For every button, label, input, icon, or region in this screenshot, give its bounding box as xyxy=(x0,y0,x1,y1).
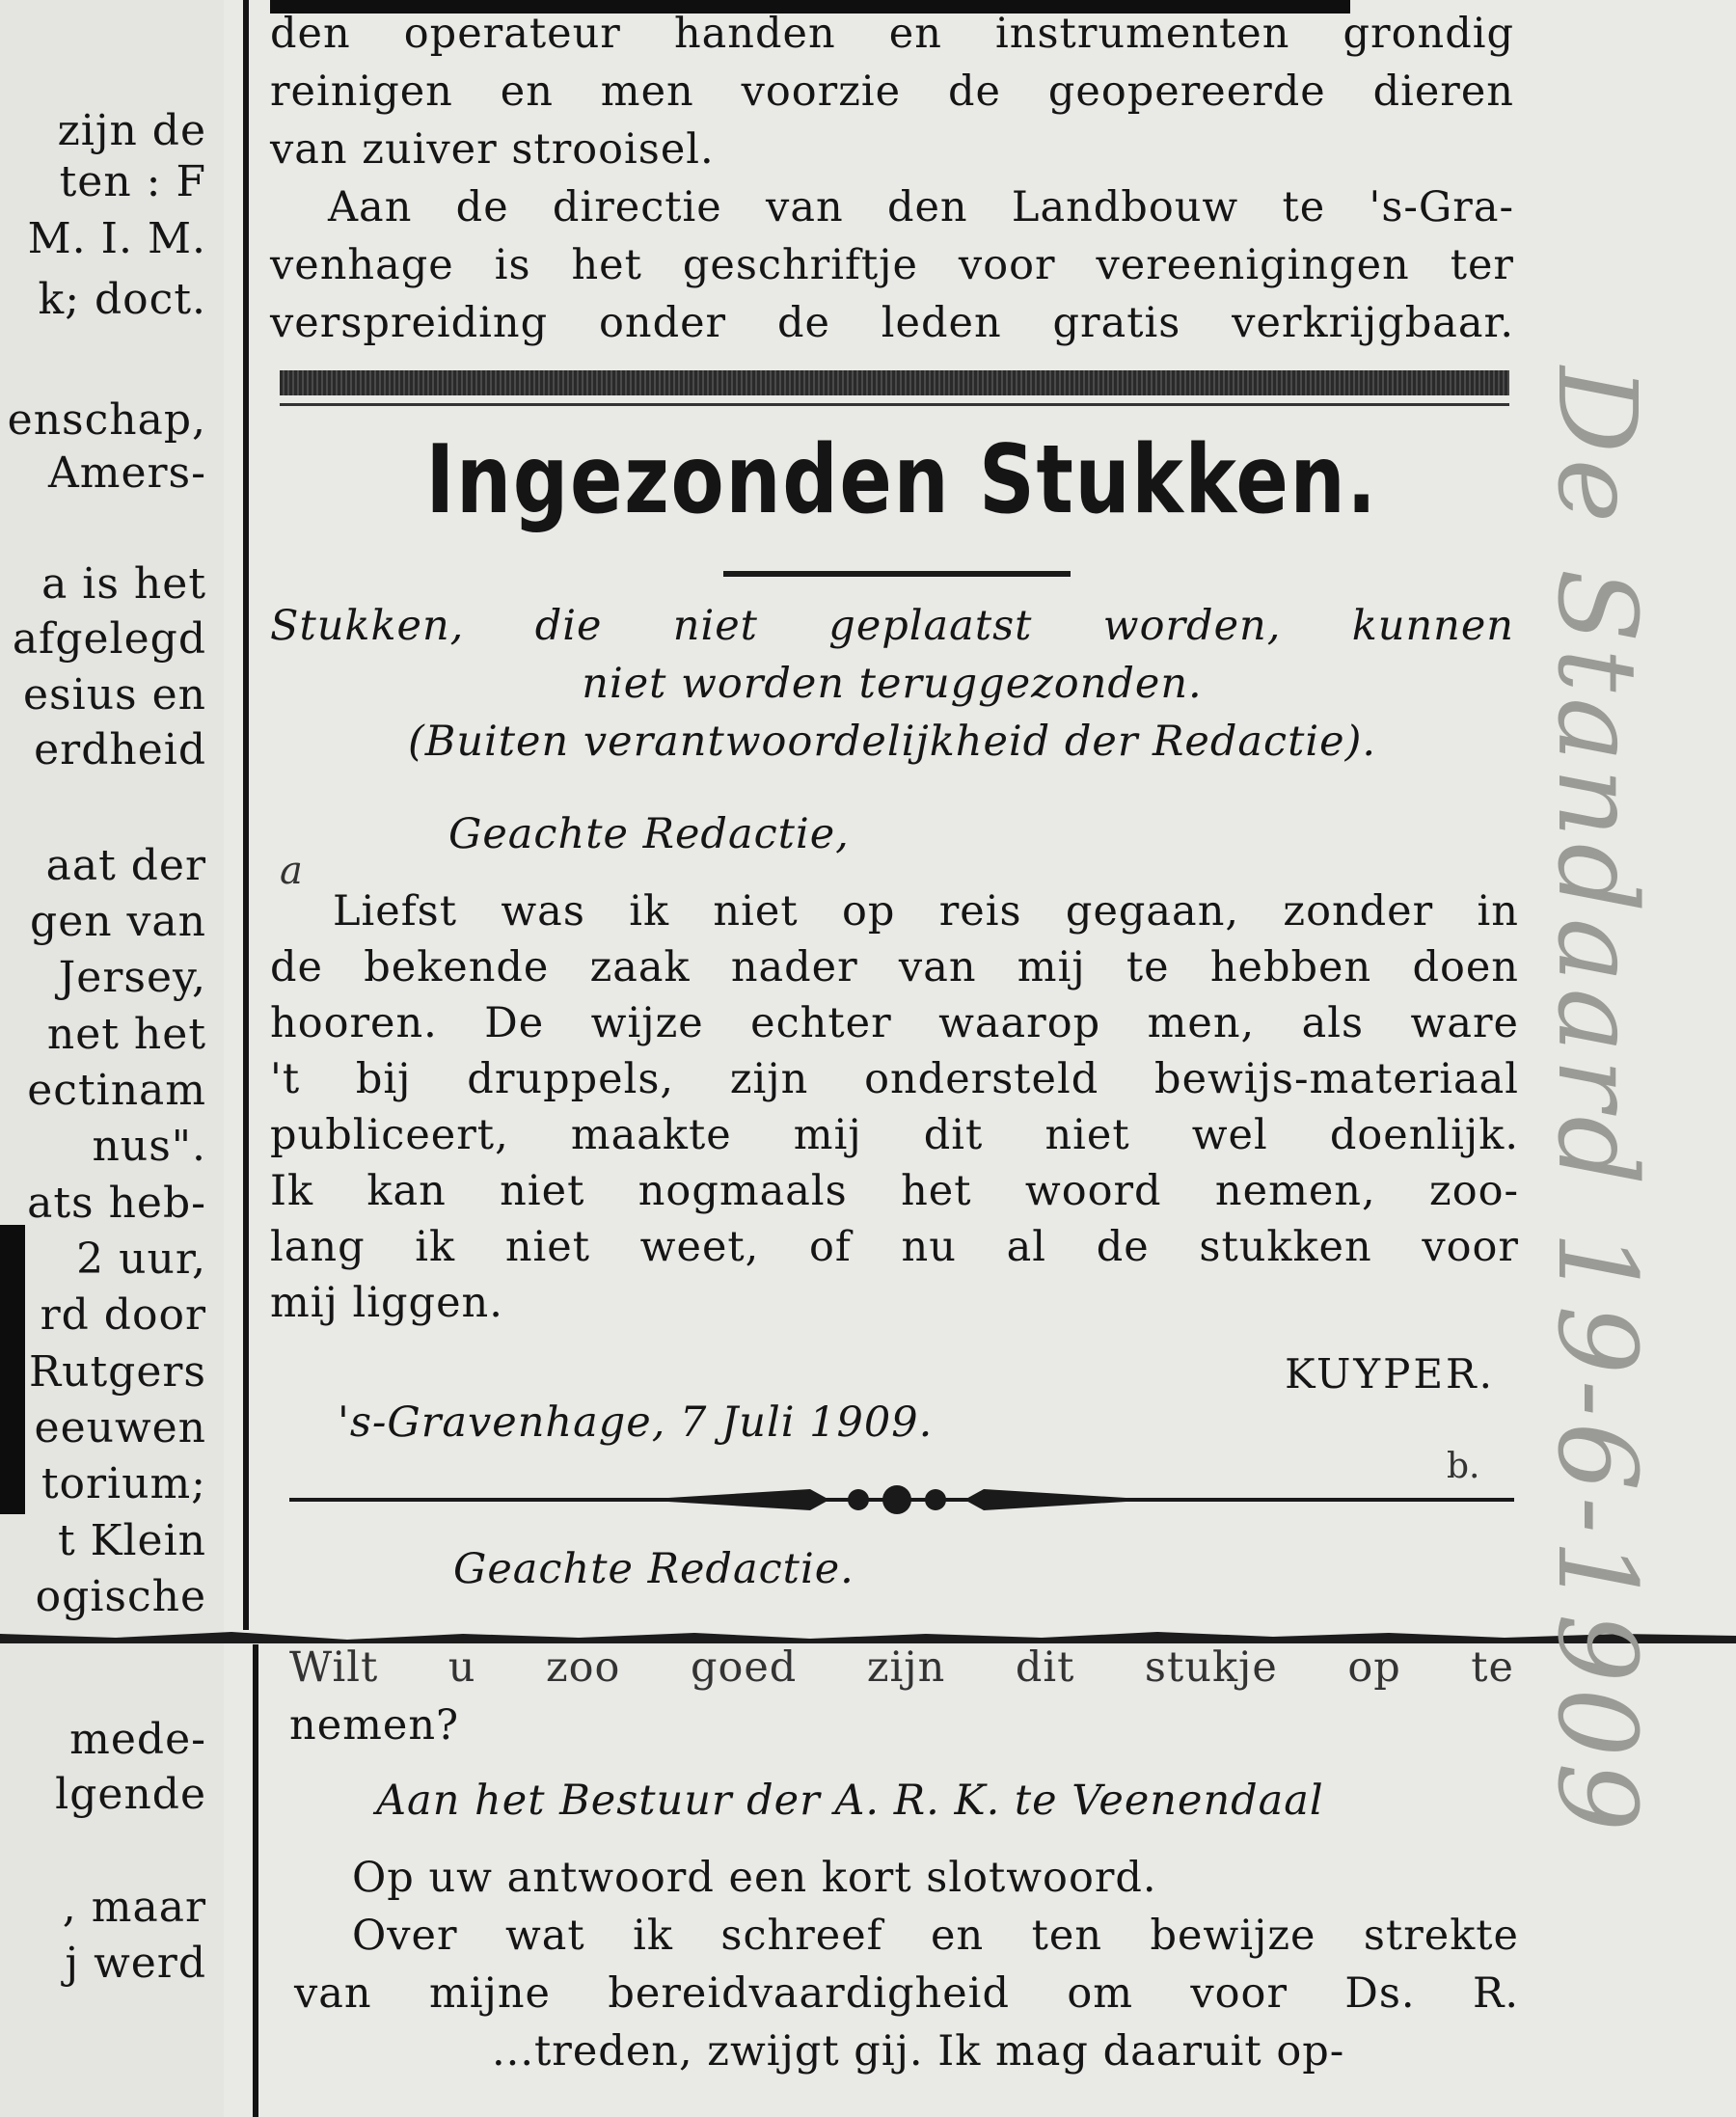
section-title: Ingezonden Stukken. xyxy=(425,425,1378,535)
left-line: j werd xyxy=(65,1939,206,1988)
article-line: verspreiding onder de leden gratis verkrijgbaar. xyxy=(270,299,1514,347)
letter2-line: nemen? xyxy=(289,1701,460,1750)
letter-line: lang ik niet weet, of nu al de stukken voor xyxy=(270,1223,1519,1271)
left-line: k; doct. xyxy=(38,275,206,324)
left-line: , maar xyxy=(62,1883,206,1932)
left-line: a is het xyxy=(41,559,206,609)
left-line: gen van xyxy=(30,897,206,946)
letter2-salutation: Geachte Redactie. xyxy=(453,1545,854,1593)
notice-line: niet worden teruggezonden. xyxy=(582,660,1203,708)
ornamental-divider xyxy=(270,1476,1524,1524)
letter2-body-line: ...treden, zwijgt gij. Ik mag daaruit op- xyxy=(492,2027,1345,2076)
torn-edge xyxy=(0,1624,1736,1649)
dateline-text: 's-Gravenhage, 7 Juli 1909. xyxy=(338,1398,934,1447)
section-divider-thin xyxy=(280,403,1509,406)
letter-signature: KUYPER. xyxy=(1285,1350,1495,1398)
left-line: nus". xyxy=(92,1122,206,1171)
edge-shadow xyxy=(0,1225,25,1514)
article-line: van zuiver strooisel. xyxy=(270,125,715,174)
letter-line: publiceert, maakte mij dit niet wel doenlijk. xyxy=(270,1111,1519,1159)
letter-line: Ik kan niet nogmaals het woord nemen, zoo- xyxy=(270,1167,1519,1215)
letter2-addressee: Aan het Bestuur der A. R. K. te Veenendaal xyxy=(376,1777,1324,1825)
letter2-body-line: Over wat ik schreef en ten bewijze strekte xyxy=(352,1912,1519,1960)
left-line: esius en xyxy=(23,670,206,719)
left-line: Rutgers xyxy=(29,1347,206,1397)
left-line: ten : F xyxy=(59,157,206,206)
margin-mark: b. xyxy=(1447,1447,1480,1486)
letter2-body-line: Op uw antwoord een kort slotwoord. xyxy=(352,1854,1157,1902)
left-column-fragment xyxy=(0,0,224,2117)
left-line: rd door xyxy=(40,1290,206,1340)
letter-salutation: Geachte Redactie, xyxy=(448,810,850,858)
left-line: lgende xyxy=(55,1770,206,1819)
letter-line: hooren. De wijze echter waarop men, als ware xyxy=(270,999,1519,1047)
left-line: eeuwen xyxy=(34,1403,206,1452)
letter-line: de bekende zaak nader van mij te hebben doen xyxy=(270,943,1519,991)
left-line: ats heb- xyxy=(27,1179,206,1228)
left-line: Amers- xyxy=(47,448,206,498)
left-line: 2 uur, xyxy=(76,1235,206,1284)
column-rule xyxy=(253,1644,258,2117)
left-line: M. I. M. xyxy=(27,214,206,263)
left-line: net het xyxy=(46,1010,206,1059)
letter2-body-line: van mijne bereidvaardigheid om voor Ds. R. xyxy=(294,1969,1519,2018)
article-line: venhage is het geschriftje voor vereenigingen ter xyxy=(270,241,1514,289)
letter2-line: Wilt u zoo goed zijn dit stukje op te xyxy=(289,1643,1514,1692)
section-divider xyxy=(280,370,1509,395)
left-line: aat der xyxy=(45,841,206,890)
left-line: afgelegd xyxy=(12,614,206,664)
left-line: torium; xyxy=(41,1459,206,1508)
notice-line: Stukken, die niet geplaatst worden, kunnen xyxy=(270,602,1514,650)
article-line: den operateur handen en instrumenten grondig xyxy=(270,10,1514,58)
left-line: t Klein xyxy=(57,1516,206,1565)
letter-dateline xyxy=(338,1395,933,1451)
left-line: zijn de xyxy=(57,106,206,155)
article-line: reinigen en men voorzie de geopereerde dieren xyxy=(270,68,1514,116)
left-line: mede- xyxy=(69,1715,206,1764)
handwritten-source-note xyxy=(1514,366,1707,1837)
left-line: ogische xyxy=(35,1572,206,1621)
left-line: enschap, xyxy=(7,395,206,445)
letter-line: mij liggen. xyxy=(270,1279,503,1327)
left-line: erdheid xyxy=(34,725,206,774)
letter-line: Liefst was ik niet op reis gegaan, zonder in xyxy=(333,887,1519,936)
margin-mark: a xyxy=(280,849,303,893)
left-line: ectinam xyxy=(27,1066,206,1115)
left-line: Jersey, xyxy=(58,953,206,1002)
article-line: Aan de directie van den Landbouw te 's-Gra- xyxy=(328,183,1514,231)
column-rule xyxy=(243,0,249,1630)
main-column xyxy=(270,0,1533,2117)
handwritten-text: De Standaard 19-6-1909 xyxy=(1533,366,1659,1837)
title-underline xyxy=(723,571,1071,577)
letter-line: 't bij druppels, zijn ondersteld bewijs-materiaal xyxy=(270,1055,1519,1103)
notice-line: (Buiten verantwoordelijkheid der Redactie). xyxy=(407,718,1377,766)
